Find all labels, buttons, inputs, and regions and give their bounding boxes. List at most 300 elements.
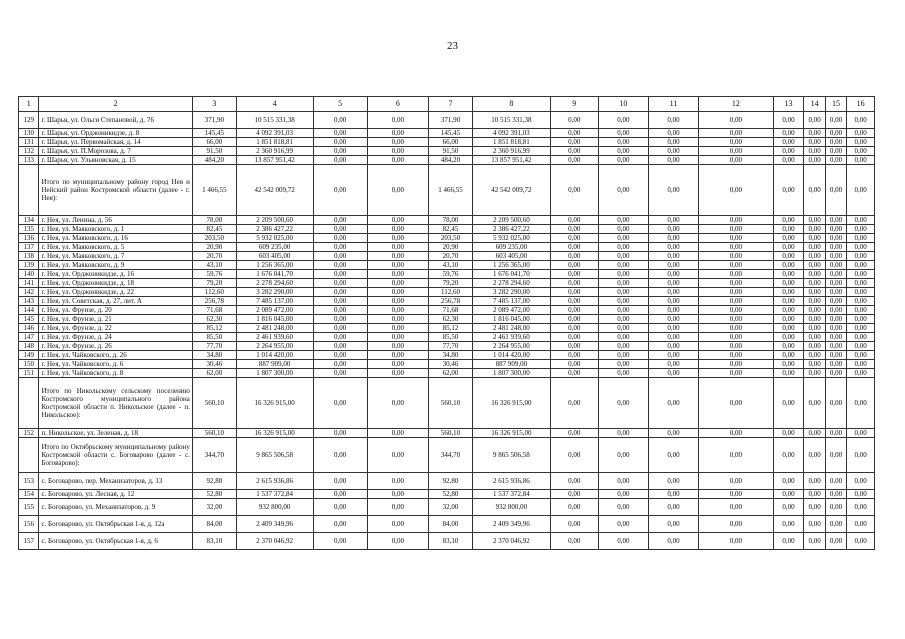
value-cell: 484,20 bbox=[429, 156, 473, 165]
value-cell: 0,00 bbox=[804, 279, 825, 288]
value-cell: 0,00 bbox=[550, 342, 598, 351]
value-cell: 0,00 bbox=[598, 351, 648, 360]
value-cell: 82,45 bbox=[192, 225, 236, 234]
value-cell: 0,00 bbox=[313, 252, 367, 261]
value-cell: 0,00 bbox=[313, 351, 367, 360]
value-cell: 0,00 bbox=[847, 138, 875, 147]
value-cell: 0,00 bbox=[550, 156, 598, 165]
table-row bbox=[19, 288, 875, 297]
value-cell: 0,00 bbox=[598, 306, 648, 315]
row-number bbox=[19, 378, 39, 429]
value-cell: 0,00 bbox=[773, 438, 804, 473]
value-cell: 0,00 bbox=[598, 516, 648, 533]
value-cell: 0,00 bbox=[847, 234, 875, 243]
value-cell: 0,00 bbox=[367, 499, 428, 516]
value-cell: 0,00 bbox=[804, 369, 825, 378]
value-cell: 0,00 bbox=[847, 279, 875, 288]
value-cell: 0,00 bbox=[550, 438, 598, 473]
row-number: 155 bbox=[19, 499, 39, 516]
address-cell: г. Нея, ул. Фрунзе, д. 24 bbox=[39, 333, 192, 342]
subtotal-row bbox=[19, 378, 875, 429]
value-cell: 4 092 391,03 bbox=[236, 129, 313, 138]
address-cell: г. Шарья, ул. Ульяновская, д. 15 bbox=[39, 156, 192, 165]
value-cell: 0,00 bbox=[699, 129, 774, 138]
value-cell: 0,00 bbox=[313, 473, 367, 490]
value-cell: 0,00 bbox=[825, 499, 846, 516]
value-cell: 0,00 bbox=[313, 138, 367, 147]
table-row bbox=[19, 315, 875, 324]
value-cell: 0,00 bbox=[804, 225, 825, 234]
value-cell: 0,00 bbox=[699, 261, 774, 270]
value-cell: 0,00 bbox=[598, 378, 648, 429]
value-cell: 0,00 bbox=[773, 369, 804, 378]
value-cell: 0,00 bbox=[598, 156, 648, 165]
value-cell: 62,00 bbox=[429, 369, 473, 378]
value-cell: 85,12 bbox=[429, 324, 473, 333]
address-cell: г. Нея, ул. Орджоникидзе, д. 22 bbox=[39, 288, 192, 297]
value-cell: 0,00 bbox=[825, 533, 846, 550]
value-cell: 0,00 bbox=[367, 165, 428, 216]
value-cell: 66,00 bbox=[429, 138, 473, 147]
value-cell: 84,00 bbox=[192, 516, 236, 533]
table-row bbox=[19, 279, 875, 288]
row-number: 142 bbox=[19, 288, 39, 297]
value-cell: 0,00 bbox=[847, 533, 875, 550]
value-cell: 0,00 bbox=[648, 342, 698, 351]
value-cell: 71,68 bbox=[192, 306, 236, 315]
value-cell: 0,00 bbox=[648, 516, 698, 533]
value-cell: 0,00 bbox=[773, 216, 804, 225]
value-cell: 0,00 bbox=[699, 270, 774, 279]
value-cell: 1 537 372,84 bbox=[473, 490, 551, 499]
value-cell: 62,30 bbox=[429, 315, 473, 324]
value-cell: 0,00 bbox=[550, 516, 598, 533]
value-cell: 0,00 bbox=[773, 516, 804, 533]
value-cell: 0,00 bbox=[313, 297, 367, 306]
value-cell: 560,10 bbox=[429, 378, 473, 429]
value-cell: 0,00 bbox=[313, 156, 367, 165]
value-cell: 0,00 bbox=[550, 360, 598, 369]
value-cell: 0,00 bbox=[648, 490, 698, 499]
value-cell: 0,00 bbox=[648, 156, 698, 165]
value-cell: 0,00 bbox=[550, 279, 598, 288]
value-cell: 371,90 bbox=[429, 112, 473, 129]
value-cell: 0,00 bbox=[313, 112, 367, 129]
value-cell: 0,00 bbox=[313, 333, 367, 342]
row-number: 134 bbox=[19, 216, 39, 225]
row-number: 139 bbox=[19, 261, 39, 270]
value-cell: 0,00 bbox=[598, 129, 648, 138]
row-number: 129 bbox=[19, 112, 39, 129]
value-cell: 0,00 bbox=[648, 216, 698, 225]
address-cell: г. Нея, ул. Орджоникидзе, д. 16 bbox=[39, 270, 192, 279]
row-number: 137 bbox=[19, 243, 39, 252]
value-cell: 2 089 472,00 bbox=[236, 306, 313, 315]
value-cell: 0,00 bbox=[847, 342, 875, 351]
address-cell: г. Нея, ул. Фрунзе, д. 26 bbox=[39, 342, 192, 351]
value-cell: 0,00 bbox=[773, 429, 804, 438]
value-cell: 0,00 bbox=[825, 516, 846, 533]
value-cell: 16 326 915,00 bbox=[236, 429, 313, 438]
table-row bbox=[19, 112, 875, 129]
value-cell: 0,00 bbox=[367, 429, 428, 438]
value-cell: 0,00 bbox=[550, 216, 598, 225]
value-cell: 0,00 bbox=[773, 252, 804, 261]
value-cell: 0,00 bbox=[550, 533, 598, 550]
value-cell: 1 807 300,00 bbox=[473, 369, 551, 378]
value-cell: 30,46 bbox=[429, 360, 473, 369]
value-cell: 2 370 046,92 bbox=[473, 533, 551, 550]
value-cell: 92,80 bbox=[192, 473, 236, 490]
row-number: 141 bbox=[19, 279, 39, 288]
value-cell: 10 515 331,38 bbox=[236, 112, 313, 129]
row-number: 154 bbox=[19, 490, 39, 499]
value-cell: 603 405,00 bbox=[473, 252, 551, 261]
value-cell: 0,00 bbox=[804, 261, 825, 270]
value-cell: 0,00 bbox=[550, 315, 598, 324]
value-cell: 2 386 427,22 bbox=[236, 225, 313, 234]
value-cell: 0,00 bbox=[699, 306, 774, 315]
value-cell: 0,00 bbox=[699, 156, 774, 165]
value-cell: 0,00 bbox=[699, 243, 774, 252]
value-cell: 0,00 bbox=[773, 261, 804, 270]
value-cell: 0,00 bbox=[648, 225, 698, 234]
column-header: 3 bbox=[192, 97, 236, 112]
value-cell: 0,00 bbox=[825, 165, 846, 216]
value-cell: 0,00 bbox=[367, 252, 428, 261]
value-cell: 0,00 bbox=[598, 279, 648, 288]
value-cell: 0,00 bbox=[847, 270, 875, 279]
value-cell: 2 615 936,86 bbox=[236, 473, 313, 490]
value-cell: 0,00 bbox=[367, 490, 428, 499]
row-number: 135 bbox=[19, 225, 39, 234]
value-cell: 2 278 294,60 bbox=[473, 279, 551, 288]
value-cell: 0,00 bbox=[598, 234, 648, 243]
table-row bbox=[19, 533, 875, 550]
value-cell: 2 409 349,96 bbox=[236, 516, 313, 533]
table-row bbox=[19, 306, 875, 315]
value-cell: 0,00 bbox=[550, 297, 598, 306]
value-cell: 0,00 bbox=[847, 129, 875, 138]
value-cell: 0,00 bbox=[550, 324, 598, 333]
value-cell: 0,00 bbox=[367, 112, 428, 129]
value-cell: 0,00 bbox=[699, 499, 774, 516]
value-cell: 84,00 bbox=[429, 516, 473, 533]
value-cell: 0,00 bbox=[648, 378, 698, 429]
value-cell: 0,00 bbox=[847, 243, 875, 252]
value-cell: 0,00 bbox=[648, 315, 698, 324]
value-cell: 0,00 bbox=[550, 429, 598, 438]
value-cell: 71,68 bbox=[429, 306, 473, 315]
value-cell: 0,00 bbox=[847, 499, 875, 516]
address-cell: г. Нея, ул. Маяковского, д. 16 bbox=[39, 234, 192, 243]
value-cell: 0,00 bbox=[825, 324, 846, 333]
value-cell: 0,00 bbox=[550, 243, 598, 252]
value-cell: 0,00 bbox=[847, 516, 875, 533]
value-cell: 0,00 bbox=[367, 129, 428, 138]
address-cell: г. Нея, ул. Фрунзе, д. 21 bbox=[39, 315, 192, 324]
value-cell: 0,00 bbox=[825, 243, 846, 252]
value-cell: 0,00 bbox=[648, 533, 698, 550]
value-cell: 0,00 bbox=[648, 473, 698, 490]
value-cell: 932 800,00 bbox=[236, 499, 313, 516]
value-cell: 0,00 bbox=[550, 147, 598, 156]
value-cell: 78,00 bbox=[192, 216, 236, 225]
value-cell: 0,00 bbox=[598, 438, 648, 473]
column-header: 12 bbox=[699, 97, 774, 112]
value-cell: 0,00 bbox=[699, 112, 774, 129]
value-cell: 0,00 bbox=[598, 252, 648, 261]
value-cell: 0,00 bbox=[550, 270, 598, 279]
value-cell: 0,00 bbox=[699, 279, 774, 288]
value-cell: 2 089 472,00 bbox=[473, 306, 551, 315]
value-cell: 0,00 bbox=[804, 129, 825, 138]
value-cell: 0,00 bbox=[367, 378, 428, 429]
value-cell: 2 409 349,96 bbox=[473, 516, 551, 533]
value-cell: 0,00 bbox=[825, 306, 846, 315]
value-cell: 0,00 bbox=[313, 315, 367, 324]
value-cell: 0,00 bbox=[550, 138, 598, 147]
value-cell: 0,00 bbox=[313, 165, 367, 216]
value-cell: 0,00 bbox=[804, 429, 825, 438]
value-cell: 0,00 bbox=[804, 270, 825, 279]
value-cell: 34,80 bbox=[192, 351, 236, 360]
value-cell: 0,00 bbox=[313, 369, 367, 378]
address-cell: г. Нея, ул. Советская, д. 27, лит. А bbox=[39, 297, 192, 306]
value-cell: 20,70 bbox=[429, 252, 473, 261]
value-cell: 0,00 bbox=[699, 490, 774, 499]
value-cell: 0,00 bbox=[847, 112, 875, 129]
value-cell: 0,00 bbox=[699, 138, 774, 147]
value-cell: 0,00 bbox=[825, 234, 846, 243]
value-cell: 0,00 bbox=[367, 225, 428, 234]
value-cell: 0,00 bbox=[847, 225, 875, 234]
value-cell: 2 461 939,60 bbox=[236, 333, 313, 342]
value-cell: 0,00 bbox=[804, 165, 825, 216]
row-number: 147 bbox=[19, 333, 39, 342]
value-cell: 0,00 bbox=[825, 360, 846, 369]
value-cell: 0,00 bbox=[699, 225, 774, 234]
value-cell: 0,00 bbox=[699, 378, 774, 429]
value-cell: 0,00 bbox=[773, 156, 804, 165]
table-row bbox=[19, 342, 875, 351]
value-cell: 0,00 bbox=[847, 473, 875, 490]
value-cell: 79,20 bbox=[192, 279, 236, 288]
value-cell: 0,00 bbox=[804, 147, 825, 156]
value-cell: 10 515 331,38 bbox=[473, 112, 551, 129]
address-cell: Итого по Октябрьскому муниципальному району Костромской области с. Боговарово (далее - с. Боговарово): bbox=[39, 438, 192, 473]
value-cell: 20,90 bbox=[192, 243, 236, 252]
address-cell: г. Нея, ул. Ленина, д. 56 bbox=[39, 216, 192, 225]
value-cell: 9 865 506,58 bbox=[473, 438, 551, 473]
row-number: 145 bbox=[19, 315, 39, 324]
value-cell: 0,00 bbox=[699, 333, 774, 342]
address-cell: Итого по Никольскому сельскому поселению Костромского муниципального района Костромской области п. Никольское (далее - п. Никольское): bbox=[39, 378, 192, 429]
table-row bbox=[19, 369, 875, 378]
value-cell: 0,00 bbox=[699, 324, 774, 333]
value-cell: 0,00 bbox=[699, 369, 774, 378]
value-cell: 0,00 bbox=[313, 243, 367, 252]
value-cell: 0,00 bbox=[367, 261, 428, 270]
value-cell: 0,00 bbox=[825, 216, 846, 225]
value-cell: 0,00 bbox=[773, 378, 804, 429]
value-cell: 0,00 bbox=[825, 490, 846, 499]
column-header: 7 bbox=[429, 97, 473, 112]
value-cell: 560,10 bbox=[192, 429, 236, 438]
value-cell: 30,46 bbox=[192, 360, 236, 369]
value-cell: 0,00 bbox=[550, 306, 598, 315]
value-cell: 0,00 bbox=[648, 351, 698, 360]
value-cell: 0,00 bbox=[825, 369, 846, 378]
address-cell: г. Шарья, ул. Орджоникидзе, д. 8 bbox=[39, 129, 192, 138]
value-cell: 1 537 372,84 bbox=[236, 490, 313, 499]
value-cell: 13 857 951,42 bbox=[236, 156, 313, 165]
table-row bbox=[19, 216, 875, 225]
table-row bbox=[19, 351, 875, 360]
value-cell: 2 461 939,60 bbox=[473, 333, 551, 342]
value-cell: 0,00 bbox=[804, 252, 825, 261]
value-cell: 0,00 bbox=[804, 243, 825, 252]
value-cell: 2 264 955,00 bbox=[236, 342, 313, 351]
row-number: 132 bbox=[19, 147, 39, 156]
column-header: 14 bbox=[804, 97, 825, 112]
table-row bbox=[19, 270, 875, 279]
address-cell: г. Нея, ул. Маяковского, д. 5 bbox=[39, 243, 192, 252]
row-number: 152 bbox=[19, 429, 39, 438]
table-row bbox=[19, 360, 875, 369]
value-cell: 52,80 bbox=[192, 490, 236, 499]
value-cell: 3 282 290,00 bbox=[473, 288, 551, 297]
value-cell: 34,80 bbox=[429, 351, 473, 360]
address-cell: г. Шарья, ул. П.Морозова, д. 7 bbox=[39, 147, 192, 156]
address-cell: г. Шарья, ул. Ольги Степановой, д. 76 bbox=[39, 112, 192, 129]
value-cell: 0,00 bbox=[804, 516, 825, 533]
value-cell: 0,00 bbox=[804, 306, 825, 315]
value-cell: 0,00 bbox=[648, 360, 698, 369]
value-cell: 0,00 bbox=[825, 342, 846, 351]
value-cell: 0,00 bbox=[825, 270, 846, 279]
value-cell: 0,00 bbox=[699, 473, 774, 490]
value-cell: 83,10 bbox=[429, 533, 473, 550]
row-number: 131 bbox=[19, 138, 39, 147]
value-cell: 7 485 137,00 bbox=[473, 297, 551, 306]
value-cell: 0,00 bbox=[550, 261, 598, 270]
value-cell: 887 909,00 bbox=[473, 360, 551, 369]
value-cell: 0,00 bbox=[367, 156, 428, 165]
value-cell: 0,00 bbox=[847, 360, 875, 369]
value-cell: 0,00 bbox=[367, 216, 428, 225]
value-cell: 0,00 bbox=[804, 378, 825, 429]
value-cell: 2 370 046,92 bbox=[236, 533, 313, 550]
value-cell: 0,00 bbox=[847, 306, 875, 315]
value-cell: 0,00 bbox=[699, 288, 774, 297]
table-row bbox=[19, 129, 875, 138]
value-cell: 0,00 bbox=[699, 533, 774, 550]
value-cell: 0,00 bbox=[847, 429, 875, 438]
value-cell: 0,00 bbox=[825, 261, 846, 270]
value-cell: 0,00 bbox=[699, 342, 774, 351]
value-cell: 344,70 bbox=[429, 438, 473, 473]
value-cell: 0,00 bbox=[825, 147, 846, 156]
value-cell: 0,00 bbox=[825, 378, 846, 429]
value-cell: 609 235,00 bbox=[473, 243, 551, 252]
row-number: 143 bbox=[19, 297, 39, 306]
value-cell: 0,00 bbox=[598, 369, 648, 378]
value-cell: 1 014 420,00 bbox=[473, 351, 551, 360]
value-cell: 0,00 bbox=[598, 225, 648, 234]
value-cell: 0,00 bbox=[550, 369, 598, 378]
value-cell: 203,50 bbox=[429, 234, 473, 243]
value-cell: 0,00 bbox=[847, 297, 875, 306]
value-cell: 0,00 bbox=[773, 138, 804, 147]
value-cell: 0,00 bbox=[598, 315, 648, 324]
value-cell: 0,00 bbox=[598, 360, 648, 369]
value-cell: 0,00 bbox=[847, 147, 875, 156]
value-cell: 0,00 bbox=[804, 473, 825, 490]
value-cell: 62,00 bbox=[192, 369, 236, 378]
value-cell: 0,00 bbox=[773, 129, 804, 138]
value-cell: 0,00 bbox=[804, 533, 825, 550]
value-cell: 0,00 bbox=[550, 129, 598, 138]
value-cell: 0,00 bbox=[825, 112, 846, 129]
value-cell: 0,00 bbox=[313, 147, 367, 156]
value-cell: 3 282 290,00 bbox=[236, 288, 313, 297]
value-cell: 1 014 420,00 bbox=[236, 351, 313, 360]
value-cell: 0,00 bbox=[367, 297, 428, 306]
page-number: 23 bbox=[447, 40, 458, 52]
value-cell: 0,00 bbox=[773, 234, 804, 243]
value-cell: 0,00 bbox=[313, 378, 367, 429]
value-cell: 0,00 bbox=[648, 324, 698, 333]
value-cell: 0,00 bbox=[648, 165, 698, 216]
value-cell: 0,00 bbox=[598, 473, 648, 490]
value-cell: 0,00 bbox=[773, 533, 804, 550]
row-number bbox=[19, 438, 39, 473]
value-cell: 0,00 bbox=[847, 333, 875, 342]
value-cell: 0,00 bbox=[367, 351, 428, 360]
value-cell: 62,30 bbox=[192, 315, 236, 324]
value-cell: 0,00 bbox=[367, 147, 428, 156]
value-cell: 0,00 bbox=[313, 216, 367, 225]
value-cell: 0,00 bbox=[648, 279, 698, 288]
value-cell: 42 542 009,72 bbox=[236, 165, 313, 216]
value-cell: 66,00 bbox=[192, 138, 236, 147]
row-number: 148 bbox=[19, 342, 39, 351]
value-cell: 0,00 bbox=[313, 360, 367, 369]
column-header: 16 bbox=[847, 97, 875, 112]
table-row bbox=[19, 297, 875, 306]
value-cell: 1 466,55 bbox=[192, 165, 236, 216]
value-cell: 0,00 bbox=[648, 234, 698, 243]
value-cell: 0,00 bbox=[367, 342, 428, 351]
value-cell: 145,45 bbox=[192, 129, 236, 138]
value-cell: 0,00 bbox=[847, 315, 875, 324]
value-cell: 0,00 bbox=[367, 243, 428, 252]
value-cell: 85,50 bbox=[192, 333, 236, 342]
value-cell: 0,00 bbox=[804, 112, 825, 129]
value-cell: 256,78 bbox=[192, 297, 236, 306]
value-cell: 0,00 bbox=[825, 129, 846, 138]
value-cell: 0,00 bbox=[804, 438, 825, 473]
column-header: 8 bbox=[473, 97, 551, 112]
value-cell: 0,00 bbox=[648, 288, 698, 297]
value-cell: 91,50 bbox=[429, 147, 473, 156]
value-cell: 0,00 bbox=[773, 324, 804, 333]
value-cell: 0,00 bbox=[598, 165, 648, 216]
value-cell: 0,00 bbox=[773, 473, 804, 490]
value-cell: 0,00 bbox=[847, 351, 875, 360]
value-cell: 0,00 bbox=[648, 438, 698, 473]
